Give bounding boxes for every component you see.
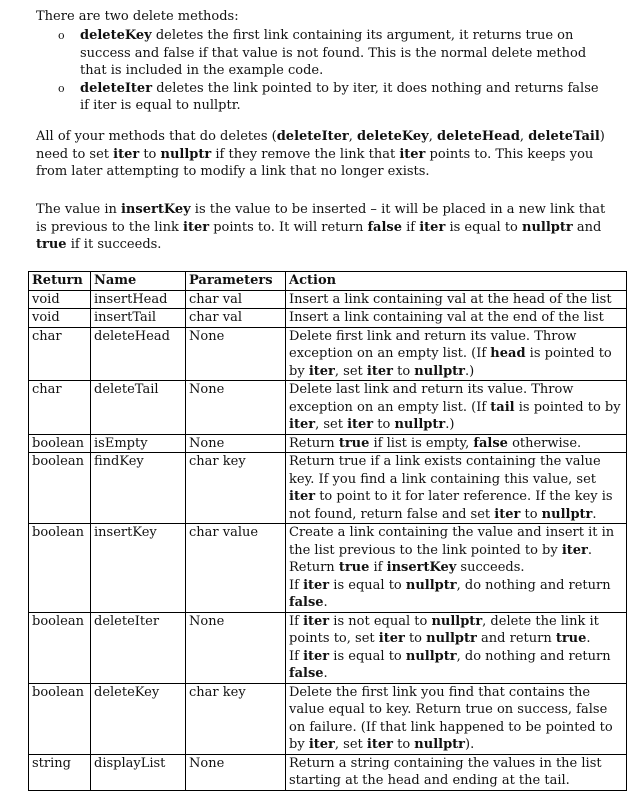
table-row [29, 453, 627, 524]
table-row [29, 290, 627, 309]
list-item [58, 27, 603, 80]
table-row [29, 754, 627, 790]
name-cell: isEmpty [91, 434, 186, 453]
action-cell: If iter is not equal to nullptr, delete the link it points to, set iter to nullptr and return true. If iter is equal to nullptr, do nothing and return false. [286, 612, 627, 683]
action-cell: Return true if a link exists containing the value key. If you find a link containing this value, set iter to point to it for later reference. If the key is not found, return false and set iter to nullptr. [286, 453, 627, 524]
params-cell: None [186, 381, 286, 435]
params-cell: None [186, 327, 286, 381]
action-cell: Delete the first link you find that contains the value equal to key. Return true on success, false on failure. (If that link happened to be pointed to by iter, set iter to nullptr). [286, 683, 627, 754]
name-cell: deleteTail [91, 381, 186, 435]
params-cell: char key [186, 683, 286, 754]
params-cell: char value [186, 524, 286, 613]
return-cell: char [29, 327, 91, 381]
params-cell: char key [186, 453, 286, 524]
return-cell: boolean [29, 524, 91, 613]
params-cell: None [186, 612, 286, 683]
action-cell: Insert a link containing val at the end of the list [286, 309, 627, 328]
action-cell: Return a string containing the values in the list starting at the head and ending at the tail. [286, 754, 627, 790]
delete-iter-paragraph: All of your methods that do deletes (deleteIter, deleteKey, deleteHead, deleteTail) need to set iter to nullptr if they remove the link that iter points to. This keeps you from later attempting to modify a link that no longer exists. [36, 129, 605, 179]
return-cell: boolean [29, 683, 91, 754]
action-cell: Insert a link containing val at the head of the list [286, 290, 627, 309]
action-cell: Return true if list is empty, false otherwise. [286, 434, 627, 453]
name-cell: findKey [91, 453, 186, 524]
table-row [29, 524, 627, 613]
table-header-row [29, 272, 627, 291]
action-cell: Create a link containing the value and insert it in the list previous to the link pointed to by iter. Return true if insertKey succeeds. If iter is equal to nullptr, do nothing and return false. [286, 524, 627, 613]
return-cell: void [29, 290, 91, 309]
action-cell: Delete first link and return its value. Throw exception on an empty list. (If head is pointed to by iter, set iter to nullptr.) [286, 327, 627, 381]
params-cell: None [186, 754, 286, 790]
method-name: deleteKey [80, 28, 152, 43]
table-row [29, 309, 627, 328]
column-header-action: Action [286, 272, 627, 291]
return-cell: char [29, 381, 91, 435]
action-cell: Delete last link and return its value. Throw exception on an empty list. (If tail is pointed to by iter, set iter to nullptr.) [286, 381, 627, 435]
name-cell: deleteKey [91, 683, 186, 754]
table-row [29, 381, 627, 435]
return-cell: string [29, 754, 91, 790]
column-header-parameters: Parameters [186, 272, 286, 291]
bullet-icon: o [58, 81, 65, 95]
table-row [29, 683, 627, 754]
table-row [29, 612, 627, 683]
name-cell: insertTail [91, 309, 186, 328]
return-cell: boolean [29, 453, 91, 524]
return-cell: boolean [29, 612, 91, 683]
table-row [29, 327, 627, 381]
method-description: deletes the link pointed to by iter, it does nothing and returns false if iter is equal to nullptr. [80, 80, 599, 113]
params-cell: char val [186, 309, 286, 328]
name-cell: insertHead [91, 290, 186, 309]
insertkey-paragraph: The value in insertKey is the value to be inserted – it will be placed in a new link that is previous to the link iter points to. It will return false if iter is equal to nullptr and true if it succeeds. [36, 202, 606, 252]
params-cell: char val [186, 290, 286, 309]
name-cell: deleteHead [91, 327, 186, 381]
return-cell: void [29, 309, 91, 328]
method-table [28, 271, 627, 791]
column-header-name: Name [91, 272, 186, 291]
name-cell: displayList [91, 754, 186, 790]
name-cell: insertKey [91, 524, 186, 613]
delete-methods-list [58, 27, 603, 115]
table-row [29, 434, 627, 453]
list-item [58, 80, 603, 115]
method-description: deletes the first link containing its argument, it returns true on success and false if that value is not found. This is the normal delete method that is included in the example code. [80, 28, 587, 78]
params-cell: None [186, 434, 286, 453]
return-cell: boolean [29, 434, 91, 453]
bullet-icon: o [58, 29, 65, 42]
method-name: deleteIter [80, 80, 153, 96]
intro-text: There are two delete methods: [36, 9, 239, 24]
name-cell: deleteIter [91, 612, 186, 683]
column-header-return: Return [29, 272, 91, 291]
